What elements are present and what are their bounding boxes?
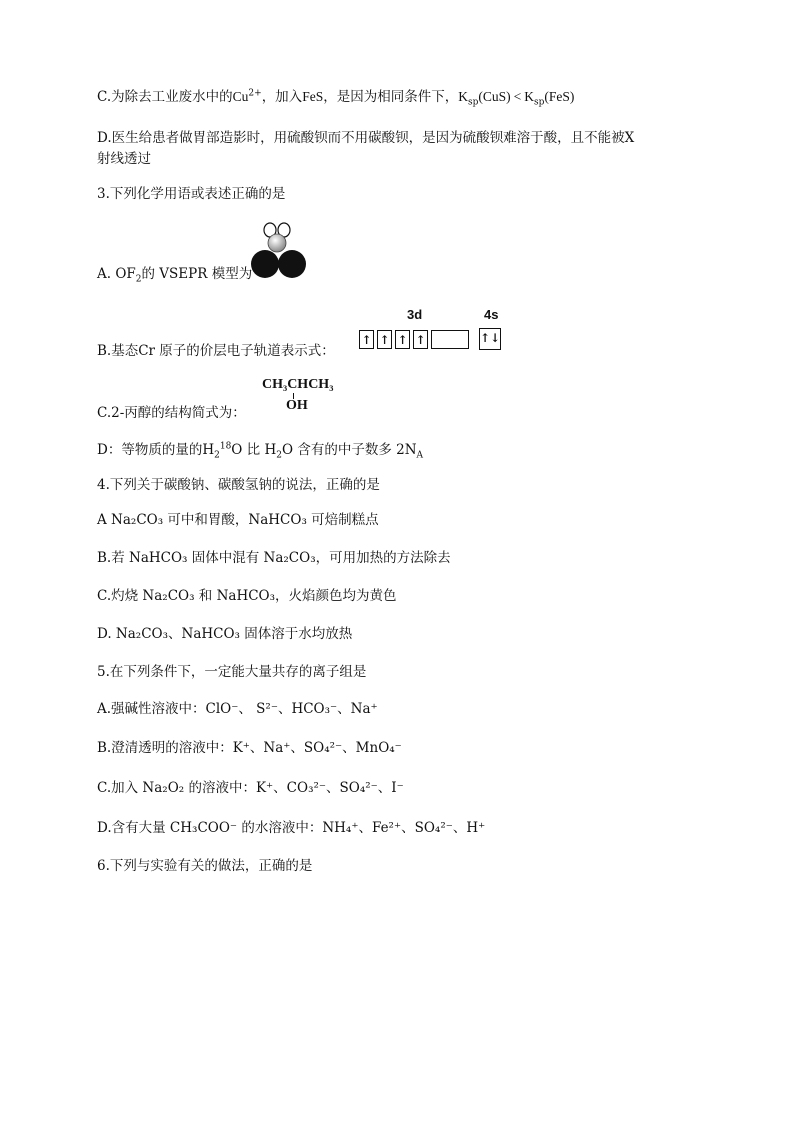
option-text: ，加入 [261,89,303,105]
question-4-option-c: C.灼烧 Na₂CO₃ 和 NaHCO₃，火焰颜色均为黄色 [97,588,397,604]
formula-cus: (CuS) [478,89,511,104]
option-c-ksp [97,88,574,106]
option-text: C.为除去工业废水中的 [97,89,233,105]
question-5-option-b: B.澄清透明的溶液中：K⁺、Na⁺、SO₄²⁻、MnO₄⁻ [97,740,402,756]
ksp-sub: sp [533,97,545,108]
superscript: 18 [219,441,232,452]
orbital-label-4s: 4s [484,307,499,322]
option-text: O 比 H [231,442,277,458]
orbital-4s-box: ↑↓ [479,328,501,350]
option-d-line1: D.医生给患者做胃部造影时，用硫酸钡而不用碳酸钡，是因为硫酸钡难溶于酸，且不能被X [97,130,635,146]
structural-formula [262,377,334,413]
orbital-box: ↑ [413,330,428,349]
question-4-option-a: A Na₂CO₃ 可中和胃酸，NaHCO₃ 可焙制糕点 [97,512,379,528]
option-text: A. OF [97,266,136,282]
subscript: 2 [135,274,142,285]
formula-fes: FeS [302,89,324,104]
orbital-box [431,330,469,349]
formula-top: CH₃CHCH₃ [262,377,334,392]
formula-bottom: OH [286,398,308,413]
orbital-box: ↑ [395,330,410,349]
ksp-sub: sp [467,97,479,108]
question-5-stem: 5.在下列条件下，一定能大量共存的离子组是 [97,664,367,680]
question-5-option-c: C.加入 Na₂O₂ 的溶液中：K⁺、CO₃²⁻、SO₄²⁻、I⁻ [97,780,404,796]
charge: 2+ [248,88,262,99]
ksp-symbol: K [524,89,534,104]
orbital-box: ↑ [377,330,392,349]
orbital-box: ↑ [359,330,374,349]
orbital-label-3d: 3d [407,307,423,322]
option-text: ，是因为相同条件下， [323,89,459,105]
option-text: O 含有的中子数多 2N [281,442,417,458]
question-4-option-b: B.若 NaHCO₃ 固体中混有 Na₂CO₃，可用加热的方法除去 [97,550,451,566]
less-than: < [513,89,522,104]
question-4-stem: 4.下列关于碳酸钠、碳酸氢钠的说法，正确的是 [97,477,380,493]
option-d-line2: 射线透过 [97,151,151,167]
question-5-option-a: A.强碱性溶液中：ClO⁻、 S²⁻、HCO₃⁻、Na⁺ [97,701,378,717]
vsepr-model-icon [248,220,312,280]
question-3-option-c: C.2-丙醇的结构简式为： [97,405,246,421]
subscript: 2 [276,450,282,461]
question-4-option-d: D. Na₂CO₃、NaHCO₃ 固体溶于水均放热 [97,626,353,642]
ksp-symbol: K [458,89,468,104]
subscript: 2 [214,450,220,461]
question-3-option-a [97,265,252,283]
subscript: A [416,450,424,461]
question-3-stem: 3.下列化学用语或表述正确的是 [97,186,286,202]
option-text: 的 VSEPR 模型为 [141,266,253,282]
option-text: D：等物质的量的H [97,442,215,458]
formula-fes: (FeS) [544,89,575,104]
formula-cu: Cu [232,89,249,104]
question-3-option-d [97,441,423,459]
question-3-option-b: B.基态Cr 原子的价层电子轨道表示式： [97,343,335,359]
question-6-stem: 6.下列与实验有关的做法，正确的是 [97,858,313,874]
question-5-option-d: D.含有大量 CH₃COO⁻ 的水溶液中：NH₄⁺、Fe²⁺、SO₄²⁻、H⁺ [97,820,486,836]
